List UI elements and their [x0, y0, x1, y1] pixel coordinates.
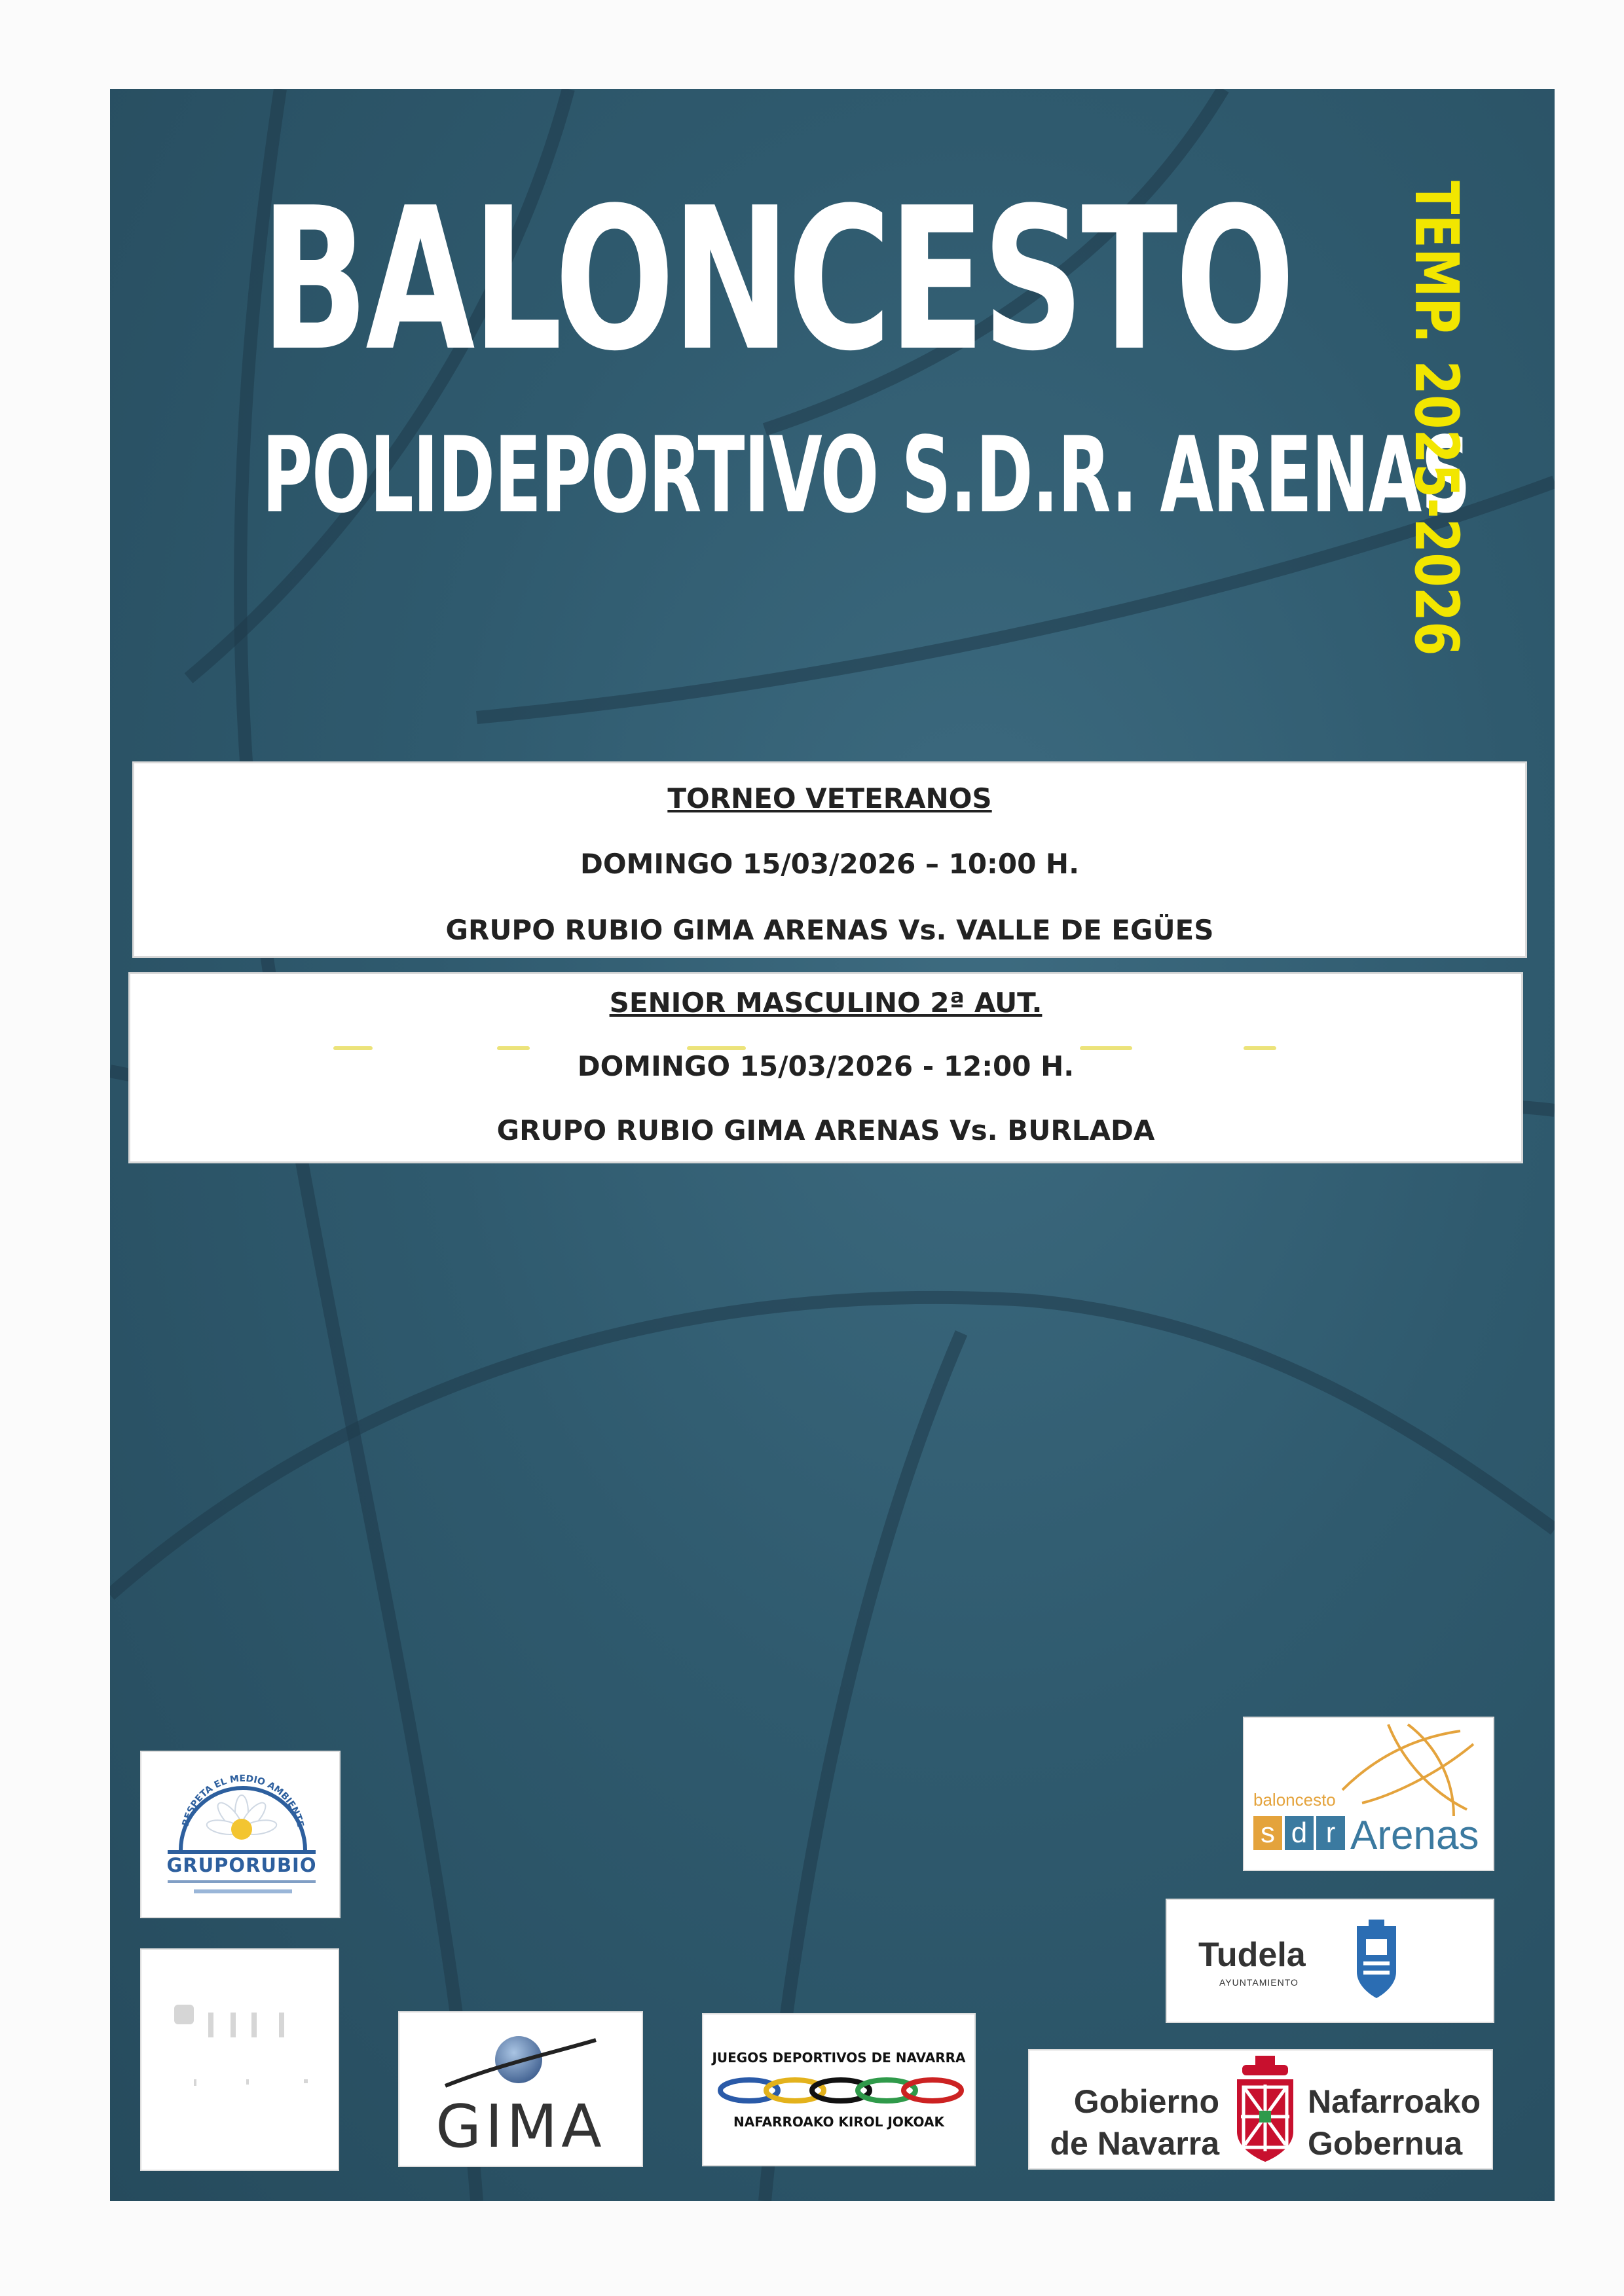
gima-wordmark: GIMA: [435, 2092, 606, 2161]
grupo-rubio-arc-text: RESPETA EL MEDIO AMBIENTE: [180, 1773, 306, 1829]
match-teams: GRUPO RUBIO GIMA ARENAS Vs. VALLE DE EGÜES: [445, 914, 1214, 946]
rings-icon: [703, 2071, 976, 2110]
competition-name: TORNEO VETERANOS: [667, 782, 992, 814]
season-label: TEMP. 2025-2026: [1401, 181, 1471, 656]
tudela-subtitle: AYUNTAMIENTO: [1219, 1977, 1299, 1988]
match-card: [128, 972, 1523, 1163]
sdr-tagline: baloncesto: [1253, 1790, 1336, 1810]
juegos-deportivos-logo: [702, 2013, 976, 2166]
navarra-left-line-1: Gobierno: [1073, 2083, 1219, 2120]
faded-logo-mark: [141, 1950, 339, 2171]
sdr-letter-s: s: [1253, 1816, 1282, 1850]
navarra-coat-of-arms-icon: [1229, 2053, 1301, 2164]
poster-panel: [110, 89, 1555, 2201]
daisy-icon: [141, 1752, 341, 1918]
competition-name: SENIOR MASCULINO 2ª AUT.: [609, 987, 1043, 1019]
grupo-rubio-logo: [140, 1751, 341, 1918]
sdr-letter-d: d: [1285, 1816, 1314, 1850]
tudela-logo: [1166, 1899, 1494, 2023]
sdr-arenas-logo: [1243, 1717, 1494, 1871]
gima-logo: [398, 2011, 643, 2167]
sdr-letter-r: r: [1316, 1816, 1345, 1850]
tudela-name: Tudela: [1198, 1936, 1306, 1974]
navarra-basque-name: [1308, 2081, 1481, 2164]
poster-title: BALONCESTO: [261, 166, 1293, 394]
match-datetime: DOMINGO 15/03/2026 - 12:00 H.: [577, 1050, 1075, 1082]
navarra-right-line-1: Nafarroako: [1308, 2083, 1481, 2120]
faded-sponsor-logo: [140, 1948, 339, 2171]
juegos-subtitle: NAFARROAKO KIROL JOKOAK: [733, 2114, 944, 2130]
match-datetime: DOMINGO 15/03/2026 – 10:00 H.: [580, 848, 1080, 880]
poster-subtitle: POLIDEPORTIVO S.D.R. ARENAS: [262, 414, 1470, 536]
match-teams: GRUPO RUBIO GIMA ARENAS Vs. BURLADA: [496, 1114, 1155, 1146]
grupo-rubio-name: GRUPORUBIO: [166, 1854, 317, 1876]
juegos-title: JUEGOS DEPORTIVOS DE NAVARRA: [712, 2050, 966, 2066]
tudela-crest-icon: [1344, 1920, 1409, 2005]
match-card: [132, 761, 1527, 958]
sdr-arenas-name: Arenas: [1350, 1813, 1479, 1858]
navarra-right-line-2: Gobernua: [1308, 2125, 1463, 2162]
navarra-spanish-name: [1029, 2081, 1219, 2164]
sdr-letter-row: [1253, 1816, 1345, 1850]
gobierno-navarra-logo: [1028, 2049, 1493, 2170]
navarra-left-line-2: de Navarra: [1050, 2125, 1219, 2162]
globe-icon: [399, 2013, 643, 2091]
